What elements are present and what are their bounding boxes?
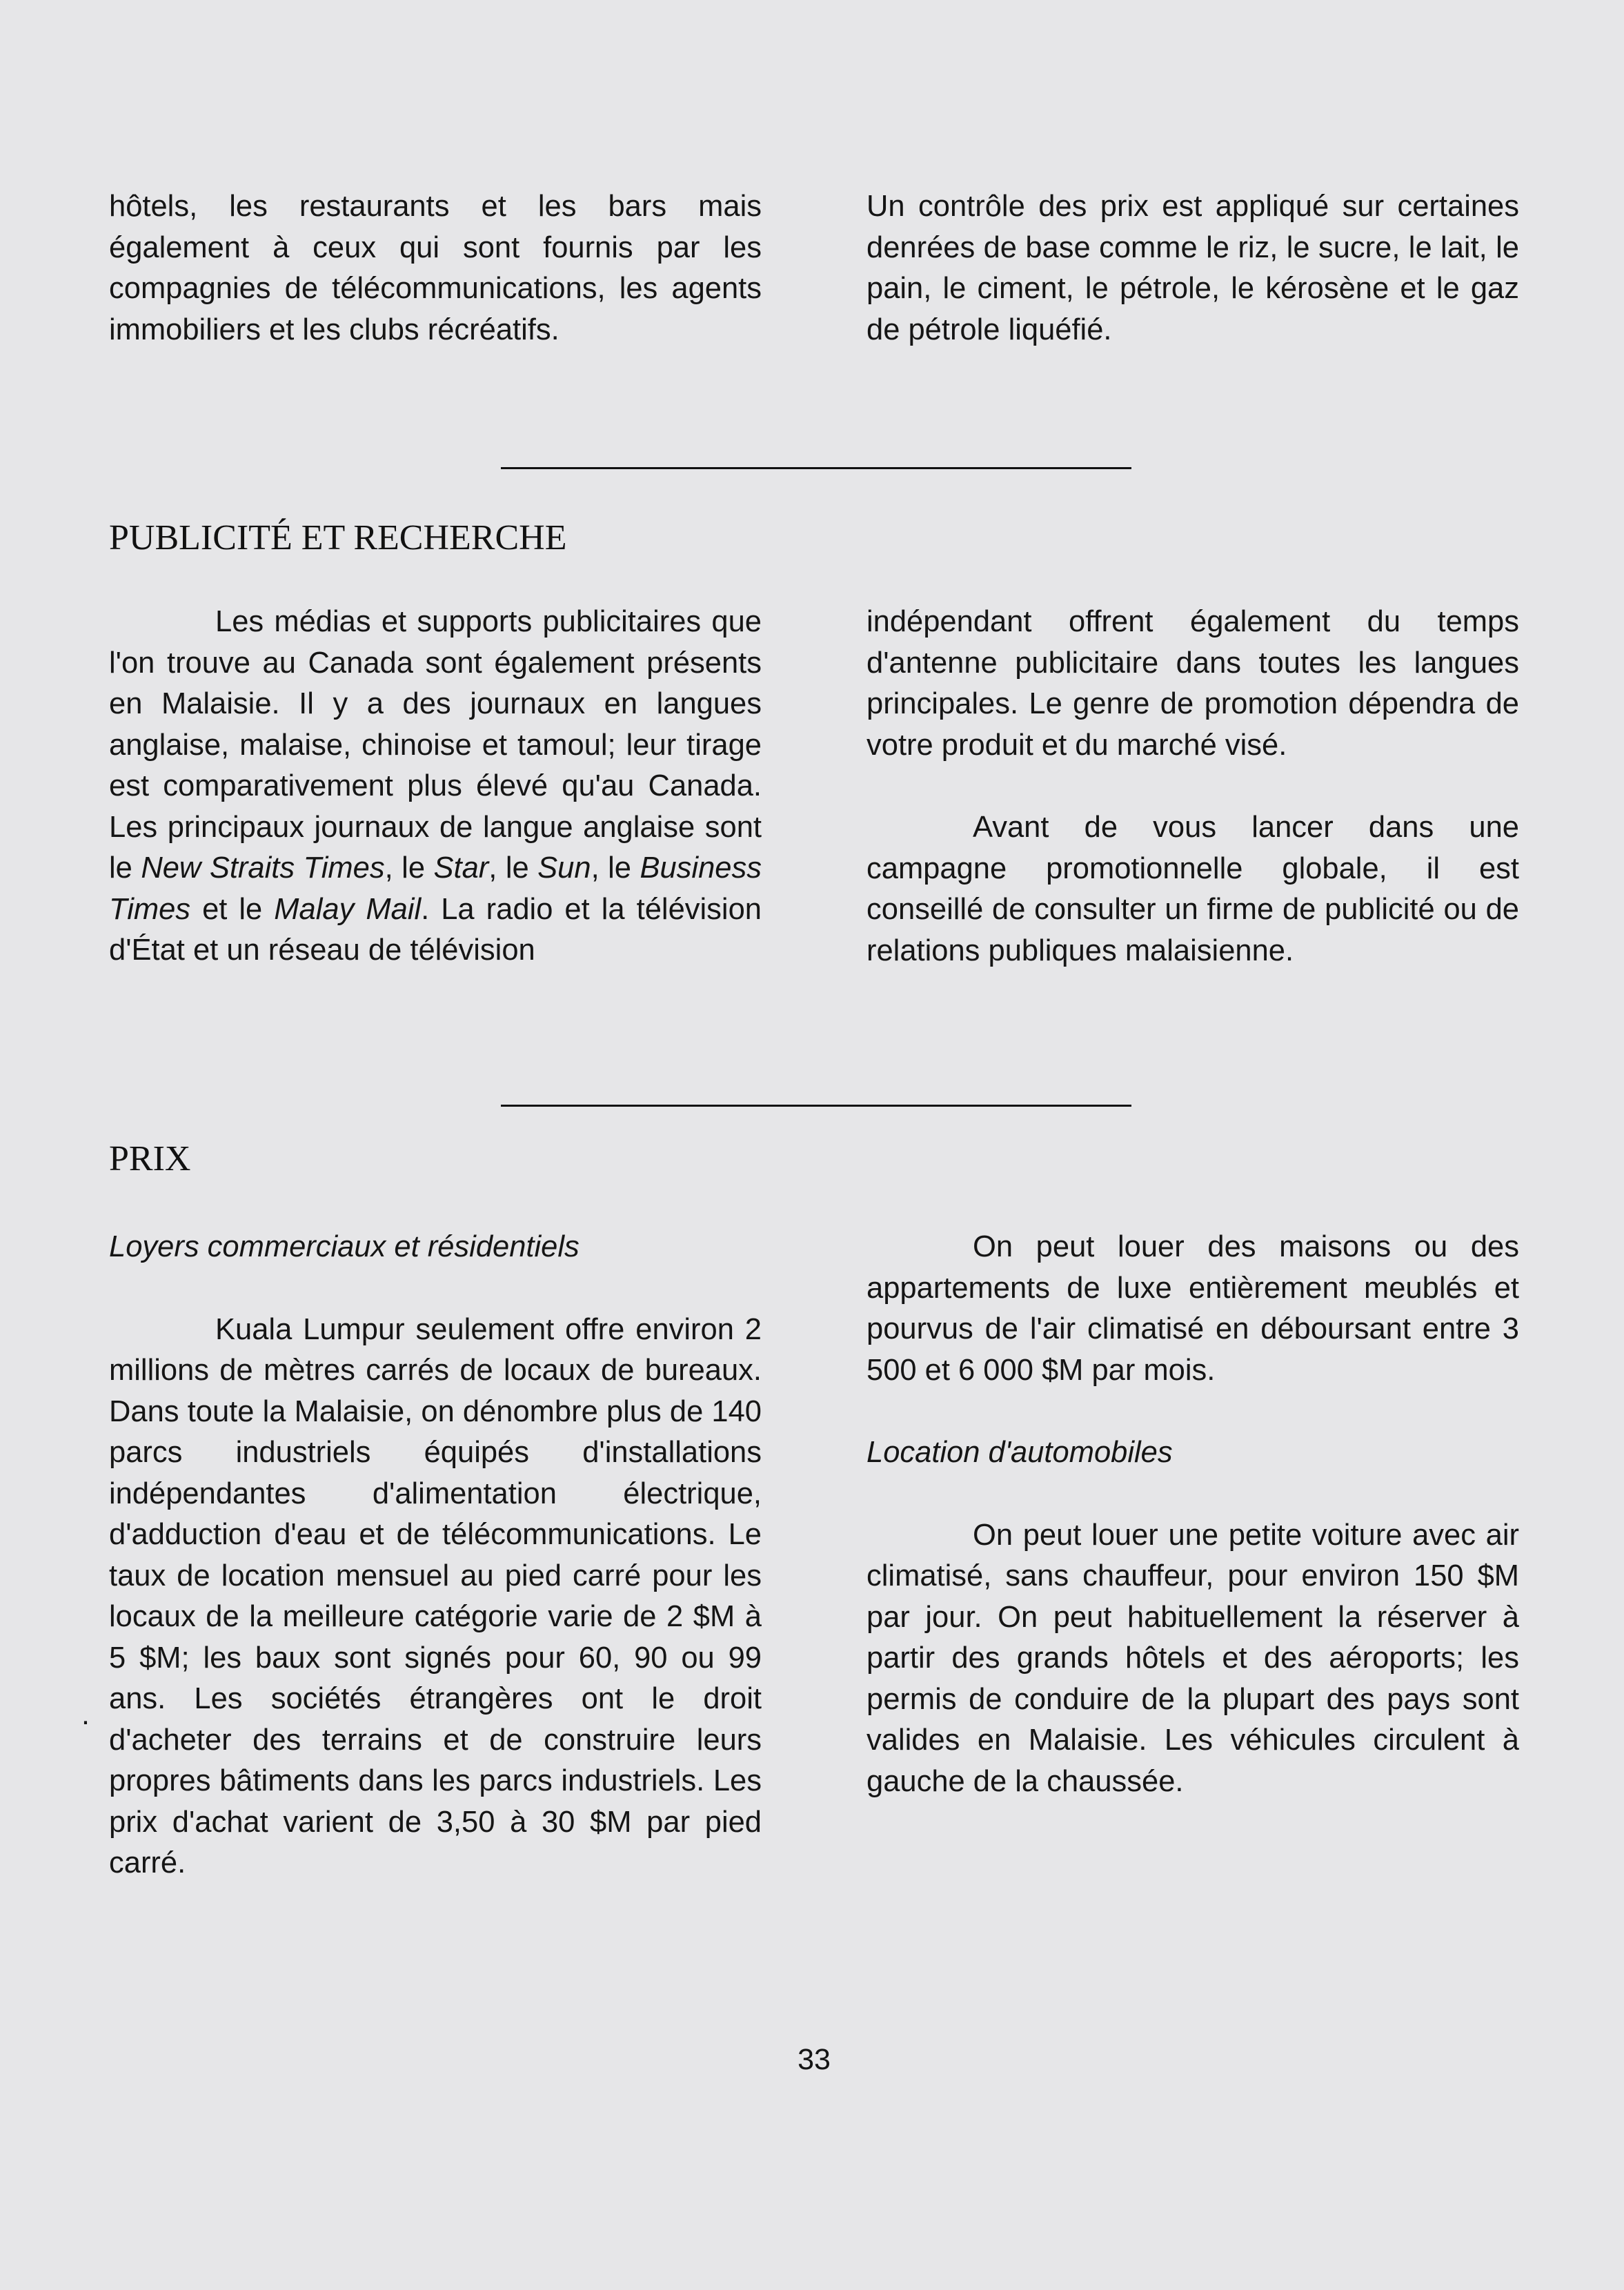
newspaper-title: Business Times (109, 851, 762, 926)
publicite-right-paragraph-1: indépendant offrent également du temps d'antenne publicitaire dans toutes les langues principales. Le genre de promotion dépendra de votre produit et du marché visé. (867, 605, 1519, 762)
prix-right-column (867, 1227, 1519, 1802)
publicite-right-column (867, 602, 1519, 971)
page-number: 33 (798, 2043, 831, 2076)
publicite-text: et le (190, 892, 275, 926)
top-right-column (867, 186, 1519, 351)
section-divider-1 (501, 467, 1131, 469)
margin-mark: . (81, 1698, 90, 1731)
publicite-left-column (109, 602, 762, 971)
newspaper-title: Star (433, 851, 489, 885)
top-left-column (109, 186, 762, 351)
subheading-loyers: Loyers commerciaux et résidentiels (109, 1230, 580, 1263)
publicite-right-paragraph-2: Avant de vous lancer dans une campagne promotionnelle globale, il est conseillé de consulter un firme de publicité ou de relations publiques malaisienne. (867, 811, 1519, 967)
top-right-paragraph: Un contrôle des prix est appliqué sur certaines denrées de base comme le riz, le sucre, le lait, le pain, le ciment, le pétrole, le kérosène et le gaz de pétrole liquéfié. (867, 190, 1519, 346)
publicite-text: , le (591, 851, 640, 885)
publicite-text: , le (384, 851, 434, 885)
prix-right-paragraph-1: On peut louer des maisons ou des appartements de luxe entièrement meublés et pourvus de l'air climatisé en déboursant entre 3 500 et 6 000 $M par mois. (867, 1230, 1519, 1387)
section-heading-prix: PRIX (109, 1139, 191, 1178)
newspaper-title: New Straits Times (141, 851, 385, 885)
publicite-text: , le (488, 851, 538, 885)
section-divider-2 (501, 1105, 1131, 1107)
subheading-location-auto: Location d'automobiles (867, 1436, 1173, 1469)
section-heading-publicite: PUBLICITÉ ET RECHERCHE (109, 518, 567, 557)
publicite-left-paragraph (109, 602, 762, 971)
prix-right-paragraph-2: On peut louer une petite voiture avec air climatisé, sans chauffeur, pour environ 150 $M par jour. On peut habituellement la réserver à partir des grands hôtels et des aéroports; les permis de conduire de la plupart des pays sont valides en Malaisie. Les véhicules circulent à gauche de la chaussée. (867, 1518, 1519, 1798)
top-left-paragraph: hôtels, les restaurants et les bars mais également à ceux qui sont fournis par les compagnies de télécommunications, les agents immobiliers et les clubs récréatifs. (109, 190, 762, 346)
prix-left-paragraph: Kuala Lumpur seulement offre environ 2 millions de mètres carrés de locaux de bureaux. Dans toute la Malaisie, on dénombre plus de 140 parcs industriels équipés d'installations indépendantes d'alimentation électrique, d'adduction d'eau et de télécommunications. Le taux de location mensuel au pied carré pour les locaux de la meilleure catégorie varie de 2 $M à 5 $M; les baux sont signés pour 60, 90 ou 99 ans. Les sociétés étrangères ont le droit d'acheter des terrains et de construire leurs propres bâtiments dans les parcs industriels. Les prix d'achat varient de 3,50 à 30 $M par pied carré. (109, 1312, 762, 1879)
newspaper-title: Malay Mail (274, 892, 422, 926)
publicite-text: Les médias et supports publicitaires que l'on trouve au Canada sont également présents en Malaisie. Il y a des journaux en langues anglaise, malaise, chinoise et tamoul; leur tirage est comparativement plus élevé qu'au Canada. Les principaux journaux de langue anglaise sont le (109, 605, 762, 885)
prix-left-column (109, 1227, 762, 1884)
newspaper-title: Sun (537, 851, 591, 885)
publicite-text: . La radio et la télévision d'État et un réseau de télévision (109, 892, 762, 967)
